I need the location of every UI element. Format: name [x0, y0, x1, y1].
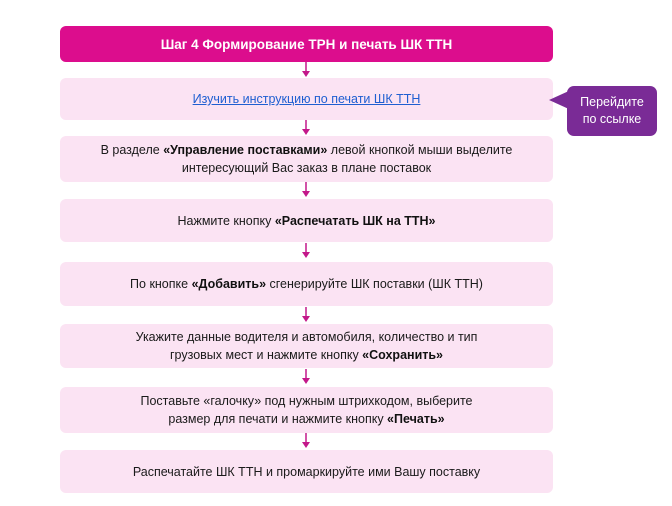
- callout-line2: по ссылке: [582, 112, 642, 126]
- step-print-and-label: [60, 450, 553, 493]
- step-link-instructions: [60, 78, 553, 120]
- step-bold-text: «Распечатать ШК на ТТН»: [274, 213, 436, 228]
- step-bold-text: «Управление поставками»: [163, 143, 328, 157]
- step-print-barcode: [60, 199, 553, 242]
- step-add-barcode: [60, 262, 553, 306]
- flow-arrow: [300, 369, 312, 385]
- step-text: В разделе: [100, 143, 164, 157]
- step-text: По кнопке: [130, 277, 192, 291]
- flow-arrow: [300, 62, 312, 78]
- flow-arrow: [300, 433, 312, 449]
- step-text: грузовых мест и нажмите кнопку: [169, 348, 363, 362]
- flow-arrow: [300, 307, 312, 323]
- step-text: левой кнопкой мыши выделите: [327, 143, 513, 157]
- step-bold-text: «Сохранить»: [362, 348, 444, 362]
- step-text: Поставьте «галочку» под нужным штрихкодом, выберите: [140, 394, 473, 408]
- flow-arrow: [300, 182, 312, 198]
- step-select-order: [60, 136, 553, 182]
- flow-arrow: [300, 120, 312, 136]
- callout-go-to-link: [567, 86, 657, 136]
- step-text: Распечатайте ШК ТТН и промаркируйте ими Вашу поставку: [132, 464, 481, 479]
- step-text: размер для печати и нажмите кнопку: [168, 412, 388, 426]
- instructions-link[interactable]: Изучить инструкцию по печати ШК ТТН: [192, 92, 421, 106]
- step-bold-text: «Добавить»: [191, 277, 267, 291]
- step-text: Укажите данные водителя и автомобиля, количество и тип: [135, 330, 478, 344]
- step-bold-text: «Печать»: [387, 412, 445, 426]
- header-title: Шаг 4 Формирование ТРН и печать ШК ТТН: [160, 36, 453, 52]
- step-select-and-print: [60, 387, 553, 433]
- step-text: интересующий Вас заказ в плане поставок: [181, 161, 432, 175]
- step-text: Нажмите кнопку: [177, 213, 275, 228]
- step-driver-data: [60, 324, 553, 368]
- flow-arrow: [300, 243, 312, 259]
- step-text: сгенерируйте ШК поставки (ШК ТТН): [266, 277, 483, 291]
- step-header: [60, 26, 553, 62]
- callout-line1: Перейдите: [580, 95, 644, 109]
